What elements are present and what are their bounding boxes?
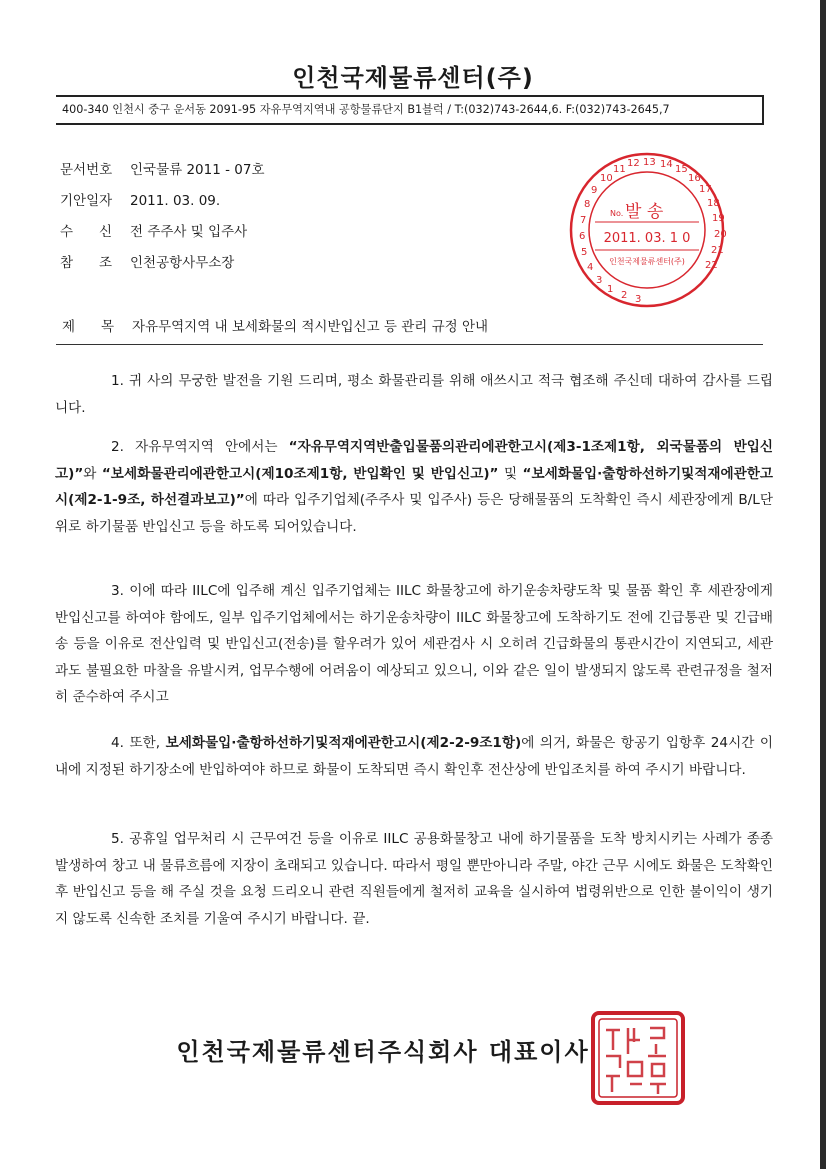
svg-text:14: 14 xyxy=(660,159,673,170)
svg-text:19: 19 xyxy=(712,213,725,224)
svg-text:10: 10 xyxy=(600,173,613,184)
paragraph-5-text: 5. 공휴일 업무처리 시 근무여건 등을 이유로 IILC 공용화물창고 내에 하기물품을 도착 방치시키는 사례가 종종 발생하여 창고 내 물류흐름에 지장이 초래되고 있습니다. 따라서 평일 뿐만아니라 주말, 야간 근무 시에도 화물은 도착확인 후 반입신고 등을 해 주실 것을 요청 드리오니 관련 직원들에게 철저히 교육을 실시하여 법령위반으로 인한 불이익이 생기지 않도록 신속한 조치를 기울여 주시기 바랍니다. 끝. xyxy=(55,831,773,927)
svg-text:4: 4 xyxy=(587,262,594,273)
subject-value: 자유무역지역 내 보세화물의 적시반입신고 등 관리 규정 안내 xyxy=(132,319,489,335)
recipient-value: 전 주주사 및 입주사 xyxy=(130,224,248,240)
doc-number-value: 인국물류 2011 - 07호 xyxy=(130,162,265,178)
paragraph-2-intro: 2. 자유무역지역 안에서는 xyxy=(111,439,289,455)
paragraph-4-intro: 4. 또한, xyxy=(111,735,166,751)
doc-number-label: 문서번호 xyxy=(60,162,113,178)
company-address: 400-340 인천시 중구 운서동 2091-95 자유무역지역내 공항물류단지 B1블럭 / T:(032)743-2644,6. F:(032)743-2645,7 xyxy=(62,103,670,116)
reference-value: 인천공항사무소장 xyxy=(130,255,235,271)
doc-number-row xyxy=(60,158,265,178)
page-edge xyxy=(820,0,826,1169)
paragraph-1-text: 1. 귀 사의 무궁한 발전을 기원 드리며, 평소 화물관리를 위해 애쓰시고 적극 협조해 주신데 대하여 감사를 드립니다. xyxy=(55,373,773,416)
svg-text:3: 3 xyxy=(635,294,642,305)
subject-divider xyxy=(56,344,763,345)
subject-label: 제목 xyxy=(62,319,141,335)
draft-date-value: 2011. 03. 09. xyxy=(130,193,221,209)
svg-text:1: 1 xyxy=(607,284,614,295)
paragraph-1 xyxy=(55,368,773,421)
stamp-org: 인천국제물류센터(주) xyxy=(609,257,685,266)
stamp-dispatch-label: 발 송 xyxy=(625,202,664,222)
svg-text:7: 7 xyxy=(580,215,587,226)
svg-text:8: 8 xyxy=(584,199,591,210)
draft-date-label: 기안일자 xyxy=(60,193,113,209)
regulation-ref-1: “자유무역지역반출입물품의관리에관한고시(제3-1조제1항, 외국물품의 반입신고)” xyxy=(55,439,773,482)
reference-label: 참조 xyxy=(60,255,139,271)
svg-text:5: 5 xyxy=(581,247,588,258)
subject-row xyxy=(62,315,488,335)
svg-text:20: 20 xyxy=(714,229,727,240)
signature-line: 인천국제물류센터주식회사 대표이사 xyxy=(176,1038,590,1066)
paragraph-2-rest: 에 따라 입주기업체(주주사 및 입주사) 등은 당해물품의 도착확인 즉시 세관장에게 B/L단위로 하기물품 반입신고 등을 하도록 되어있습니다. xyxy=(55,492,773,535)
svg-text:12: 12 xyxy=(627,158,640,169)
paragraph-3-text: 3. 이에 따라 IILC에 입주해 계신 입주기업체는 IILC 화물창고에 하기운송차량도착 및 물품 확인 후 세관장에게 반입신고를 하여야 함에도, 일부 입주기업체에서는 하기운송차량이 IILC 화물창고에 도착하기도 전에 긴급통관 및 긴급배송 등을 이유로 전산입력 및 반입신고(전송)를 할우려가 있어 세관검사 시 오히려 긴급화물의 통관시간이 지연되고, 세관과도 불필요한 마찰을 유발시켜, 업무수행에 어려움이 예상되고 있으니, 이와 같은 일이 발생되지 않도록 관련규정을 철저히 준수하여 주시고 xyxy=(55,583,773,705)
svg-text:22: 22 xyxy=(705,260,718,271)
paragraph-2-and-1: 와 xyxy=(83,465,102,482)
paragraph-3 xyxy=(55,578,773,711)
stamp-date: 2011. 03. 1 0 xyxy=(603,231,691,246)
svg-text:2: 2 xyxy=(621,290,628,301)
regulation-ref-3: “보세화물입·출항하선하기및적재에관한고시(제2-1-9조, 하선결과보고)” xyxy=(55,465,774,508)
svg-text:15: 15 xyxy=(675,164,688,175)
svg-text:3: 3 xyxy=(596,275,603,286)
recipient-label: 수신 xyxy=(60,224,139,240)
paragraph-2 xyxy=(55,434,773,540)
paragraph-4-rest: 에 의거, 화물은 항공기 입항후 24시간 이내에 지정된 하기장소에 반입하여야 하므로 화물이 도착되면 즉시 확인후 전산상에 반입조치를 하여 주시기 바랍니다. xyxy=(55,735,773,778)
dispatch-stamp xyxy=(567,150,727,310)
company-seal xyxy=(590,1010,686,1106)
svg-text:11: 11 xyxy=(613,164,626,175)
reference-row xyxy=(60,251,234,271)
svg-text:13: 13 xyxy=(643,157,656,168)
svg-text:17: 17 xyxy=(699,184,712,195)
company-title: 인천국제물류센터(주) xyxy=(292,64,534,92)
svg-text:16: 16 xyxy=(688,173,701,184)
svg-text:21: 21 xyxy=(711,245,724,256)
svg-text:6: 6 xyxy=(579,231,586,242)
paragraph-5 xyxy=(55,826,773,932)
svg-text:9: 9 xyxy=(591,185,598,196)
svg-text:18: 18 xyxy=(707,198,720,209)
regulation-ref-4: 보세화물입·출항하선하기및적재에관한고시(제2-2-9조1항) xyxy=(165,735,522,751)
stamp-no-label: No. xyxy=(610,209,624,218)
paragraph-2-and-2: 및 xyxy=(498,465,523,482)
draft-date-row xyxy=(60,189,220,209)
regulation-ref-2: “보세화물관리에관한고시(제10조제1항, 반입확인 및 반입신고)” xyxy=(101,465,499,482)
paragraph-4 xyxy=(55,730,773,783)
recipient-row xyxy=(60,220,247,240)
